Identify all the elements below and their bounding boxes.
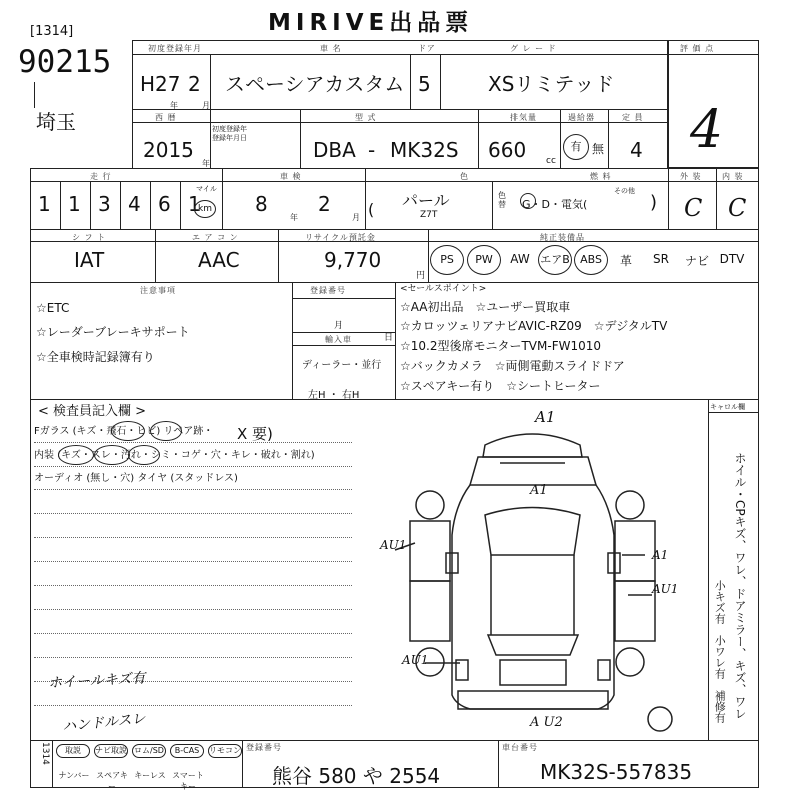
sales-point: ☆10.2型後席モニターTVM-FW1010 <box>400 339 602 353</box>
inspection-year: 8 <box>255 192 268 216</box>
footer-accessory: リモコン <box>208 744 242 758</box>
score-value: 4 <box>690 100 724 160</box>
equipment-item: ABS <box>574 245 608 275</box>
car-diagram <box>360 405 705 740</box>
inspection-month: 2 <box>318 192 331 216</box>
lot-number: 90215 <box>18 44 112 80</box>
handwritten-note: ハンドルスレ <box>61 710 147 736</box>
type-prefix: DBA <box>313 138 356 162</box>
equipment-item: PW <box>467 245 501 275</box>
charger-yes: 有 <box>563 134 589 160</box>
odometer-digit: 6 <box>158 192 171 216</box>
equipment-item: ナビ <box>684 254 709 268</box>
registration-number: 熊谷 580 や 2554 <box>272 764 441 788</box>
footer-accessory: B-CAS <box>170 744 204 758</box>
sales-point: ☆スペアキー有り ☆シートヒーター <box>400 379 601 393</box>
equipment-item: DTV <box>719 252 745 266</box>
capacity: 4 <box>630 138 643 162</box>
displacement: 660 <box>488 138 527 162</box>
footer-key-item: スペアキー <box>96 771 128 791</box>
form-title: MIRIVE出品票 <box>268 10 474 36</box>
equipment-item: PS <box>430 245 464 275</box>
model-code: MK32S <box>390 138 459 162</box>
color-code: Z7T <box>420 210 438 220</box>
note-item: ☆全車検時記録簿有り <box>36 350 155 364</box>
note-item: ☆レーダーブレーキサポート <box>36 325 190 339</box>
odometer-digit: 4 <box>128 192 141 216</box>
sales-point: ☆AA初出品 ☆ユーザー買取車 <box>400 300 571 314</box>
glass-mark: X 要) <box>237 425 273 443</box>
exterior-grade: C <box>684 194 703 222</box>
grade: XSリミテッド <box>488 72 615 96</box>
equipment-item: 革 <box>619 254 632 268</box>
glass-line: Fガラス (キズ・飛石・ヒビ) リペア跡・ <box>34 426 214 437</box>
damage-mark: A U2 <box>530 715 563 730</box>
car-name: スペーシアカスタム <box>225 72 405 96</box>
audio-tire-line: オーディオ (無し・穴) タイヤ (スタッドレス) <box>34 473 238 484</box>
km-unit: km <box>194 200 216 218</box>
note-item: ☆ETC <box>36 301 70 315</box>
steering-side: 左H ・ 右H <box>308 390 360 401</box>
damage-mark: A1 <box>530 483 548 498</box>
odometer-digit: 1 <box>38 192 51 216</box>
footer-accessory: ナビ取説 <box>94 744 128 758</box>
damage-mark: A1 <box>652 548 669 562</box>
damage-mark: AU1 <box>652 582 679 596</box>
equipment-item: AW <box>510 252 530 266</box>
interior-grade: C <box>728 194 747 222</box>
region: 埼玉 <box>36 110 76 134</box>
first-reg-month: 2 <box>188 72 201 96</box>
handwritten-note: ホイールキズ有 <box>47 670 146 692</box>
equipment-item: エアB <box>538 245 572 275</box>
damage-mark: AU1 <box>402 653 429 667</box>
shift-type: IAT <box>74 248 105 272</box>
color-name: パール <box>402 191 450 210</box>
sales-point: ☆バックカメラ ☆両側電動スライドドア <box>400 359 625 373</box>
interior-line: 内装 (キズ・スレ・汚れ・シミ・コゲ・穴・キレ・破れ・割れ) <box>34 450 315 461</box>
footer-accessory: 取説 <box>56 744 90 758</box>
damage-mark: A1 <box>535 408 556 426</box>
aircon-type: AAC <box>198 248 240 272</box>
fuel-type: G・D・電気( <box>522 198 588 211</box>
recycle-fee: 9,770 <box>324 248 382 272</box>
side-column-header: キャロル欄 <box>710 403 745 411</box>
dealer-parallel: ディーラー・並行 <box>302 360 382 371</box>
side-column-status: 小キズ有 小ワレ有 補修有 <box>713 580 727 723</box>
lot-code: [1314] <box>30 24 74 39</box>
chassis-number: MK32S-557835 <box>540 760 693 784</box>
inspector-title: < 検査員記入欄 > <box>38 404 147 419</box>
footer-key-item: スマートキー <box>172 771 204 791</box>
side-column-text: ホイル・CPキズ、ワレ、ドアミラー、キズ、ワレ <box>733 452 747 720</box>
footer-key-item: キーレス <box>134 771 166 780</box>
year-western: 2015 <box>143 138 194 162</box>
odometer-digit: 1 <box>188 192 201 216</box>
odometer-digit: 3 <box>98 192 111 216</box>
odometer-digit: 1 <box>68 192 81 216</box>
first-reg-era: H27 <box>140 72 181 96</box>
footer-accessory: ロム/SD <box>132 744 166 758</box>
side-code: 1314 <box>40 742 50 765</box>
footer-key-item: ナンバー <box>58 771 90 780</box>
damage-mark: AU1 <box>380 538 407 552</box>
equipment-item: SR <box>653 252 669 266</box>
door-count: 5 <box>418 72 431 96</box>
sales-point: ☆カロッツェリアナビAVIC-RZ09 ☆デジタルTV <box>400 319 668 333</box>
